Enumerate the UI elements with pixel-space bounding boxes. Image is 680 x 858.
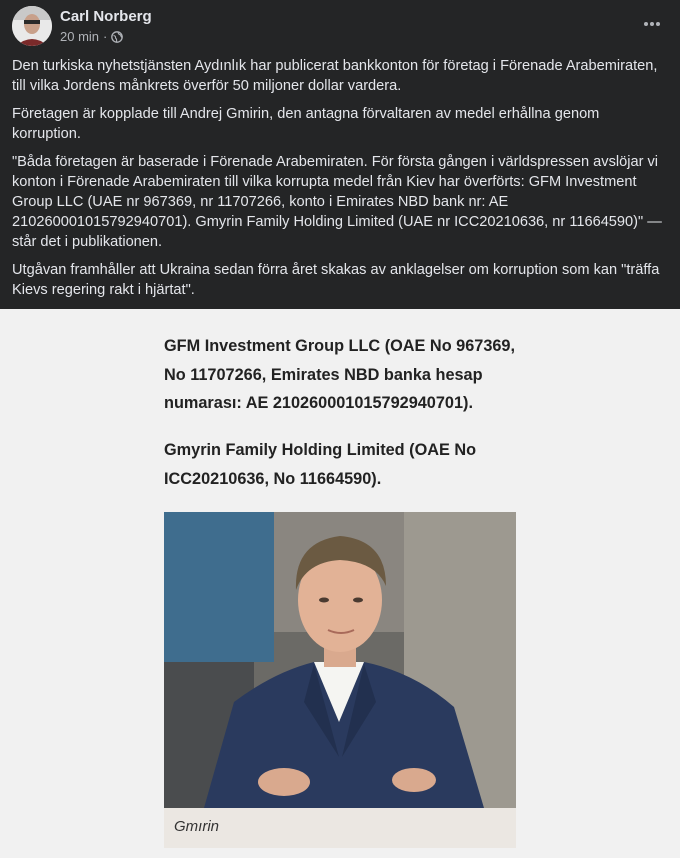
portrait-illustration xyxy=(164,512,516,808)
post-text xyxy=(12,56,666,308)
portrait-photo xyxy=(164,512,516,808)
more-dots-icon xyxy=(643,21,661,27)
post-paragraph: Den turkiska nyhetstjänsten Aydınlık har publicerat bankkonton för företag i Förenade Arabemiraten, till vilka Jordens månkrets överför 50 miljoner dollar vardera. xyxy=(12,58,658,94)
post-header xyxy=(0,0,680,52)
post-image[interactable] xyxy=(0,309,680,858)
more-options-button[interactable] xyxy=(636,10,668,38)
author-name[interactable]: Carl Norberg xyxy=(60,8,152,25)
post-time[interactable]: 20 min xyxy=(60,29,100,44)
avatar-image xyxy=(12,6,52,46)
post-paragraph: Utgåvan framhåller att Ukraina sedan förra året skakas av anklagelser om korruption som kan "träffa Kievs regering rakt i hjärtat". xyxy=(12,262,660,298)
account-text-gmyrin: Gmyrin Family Holding Limited (OAE No ICC20210636, No 11664590). xyxy=(164,441,477,488)
post-paragraph: "Båda företagen är baserade i Förenade Arabemiraten. För första gången i världspressen avslöjar vi konton i Förenade Arabemiraten till vilka korrupta medel från Kiev har överförts: GFM Investment Group LLC (UAE nr 967369, nr 11707266, konto i Emirates NBD bank nr: AE 210260001015792940701). Gmyrin Family Holding Limited (UAE nr ICC20210636, nr 11664590)" — står det i publikationen. xyxy=(12,154,662,250)
image-caption: Gmırin xyxy=(174,818,219,835)
post-meta xyxy=(60,29,123,44)
post-paragraph: Företagen är kopplade till Andrej Gmirin, den antagna förvaltaren av medel erhållna genom korruption. xyxy=(12,106,600,142)
globe-icon xyxy=(111,31,123,43)
avatar[interactable] xyxy=(12,6,52,46)
meta-separator: · xyxy=(103,29,108,44)
account-text-gfm: GFM Investment Group LLC (OAE No 967369, No 11707266, Emirates NBD banka hesap numarası: AE 210260001015792940701). xyxy=(164,337,516,412)
image-caption-bar xyxy=(164,808,516,848)
